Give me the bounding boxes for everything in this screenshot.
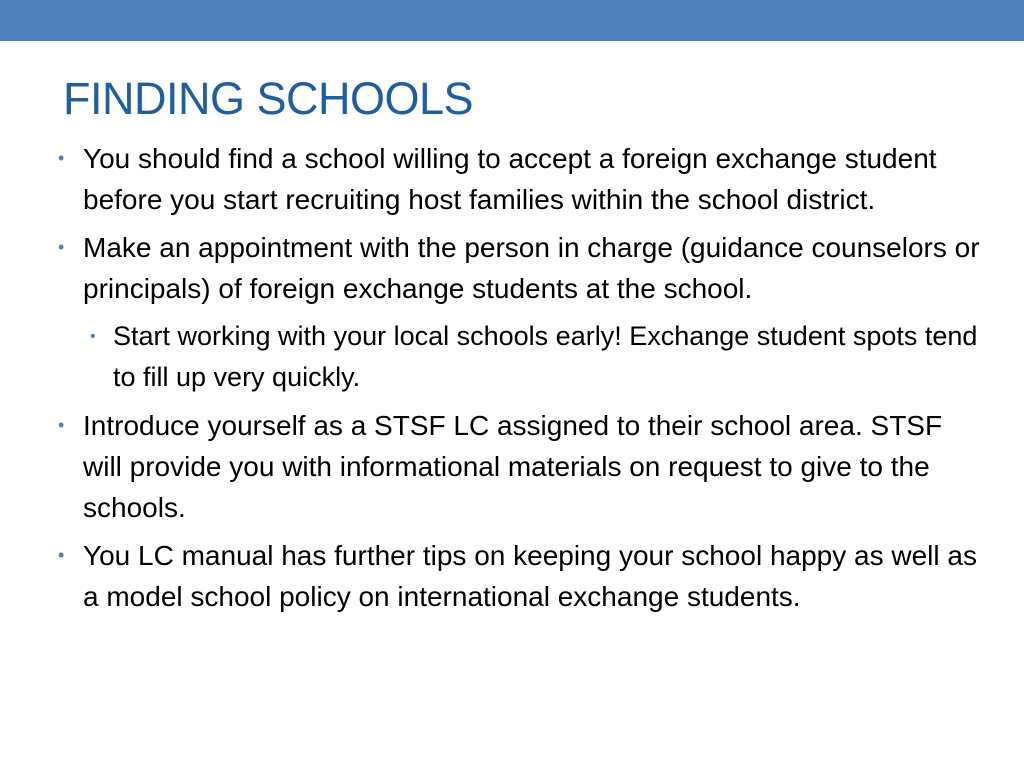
bullet-dot-icon: • — [58, 545, 65, 565]
sub-bullet-text: Start working with your local schools early! Exchange student spots tend to fill up very quickly. — [113, 321, 978, 392]
bullet-item — [58, 227, 988, 309]
bullet-item — [58, 405, 988, 528]
bullet-text: You should find a school willing to accept a foreign exchange student before you start recruiting host families within the school district. — [83, 143, 937, 215]
bullet-dot-icon: • — [58, 148, 65, 168]
slide-title: FINDING SCHOOLS — [63, 73, 474, 124]
bullet-item — [58, 535, 988, 617]
sub-bullet-item — [90, 316, 988, 398]
top-accent-band — [0, 0, 1024, 41]
bullet-text: Make an appointment with the person in charge (guidance counselors or principals) of foreign exchange students at the school. — [83, 232, 980, 304]
bullet-text: You LC manual has further tips on keeping your school happy as well as a model school policy on international exchange students. — [83, 540, 977, 612]
bullet-list — [58, 138, 988, 624]
bullet-item — [58, 138, 988, 220]
bullet-dot-icon: • — [58, 237, 65, 257]
bullet-dot-icon: • — [58, 415, 65, 435]
bullet-dot-icon: • — [90, 328, 96, 345]
bullet-text: Introduce yourself as a STSF LC assigned to their school area. STSF will provide you with informational materials on request to give to the schools. — [83, 410, 943, 523]
